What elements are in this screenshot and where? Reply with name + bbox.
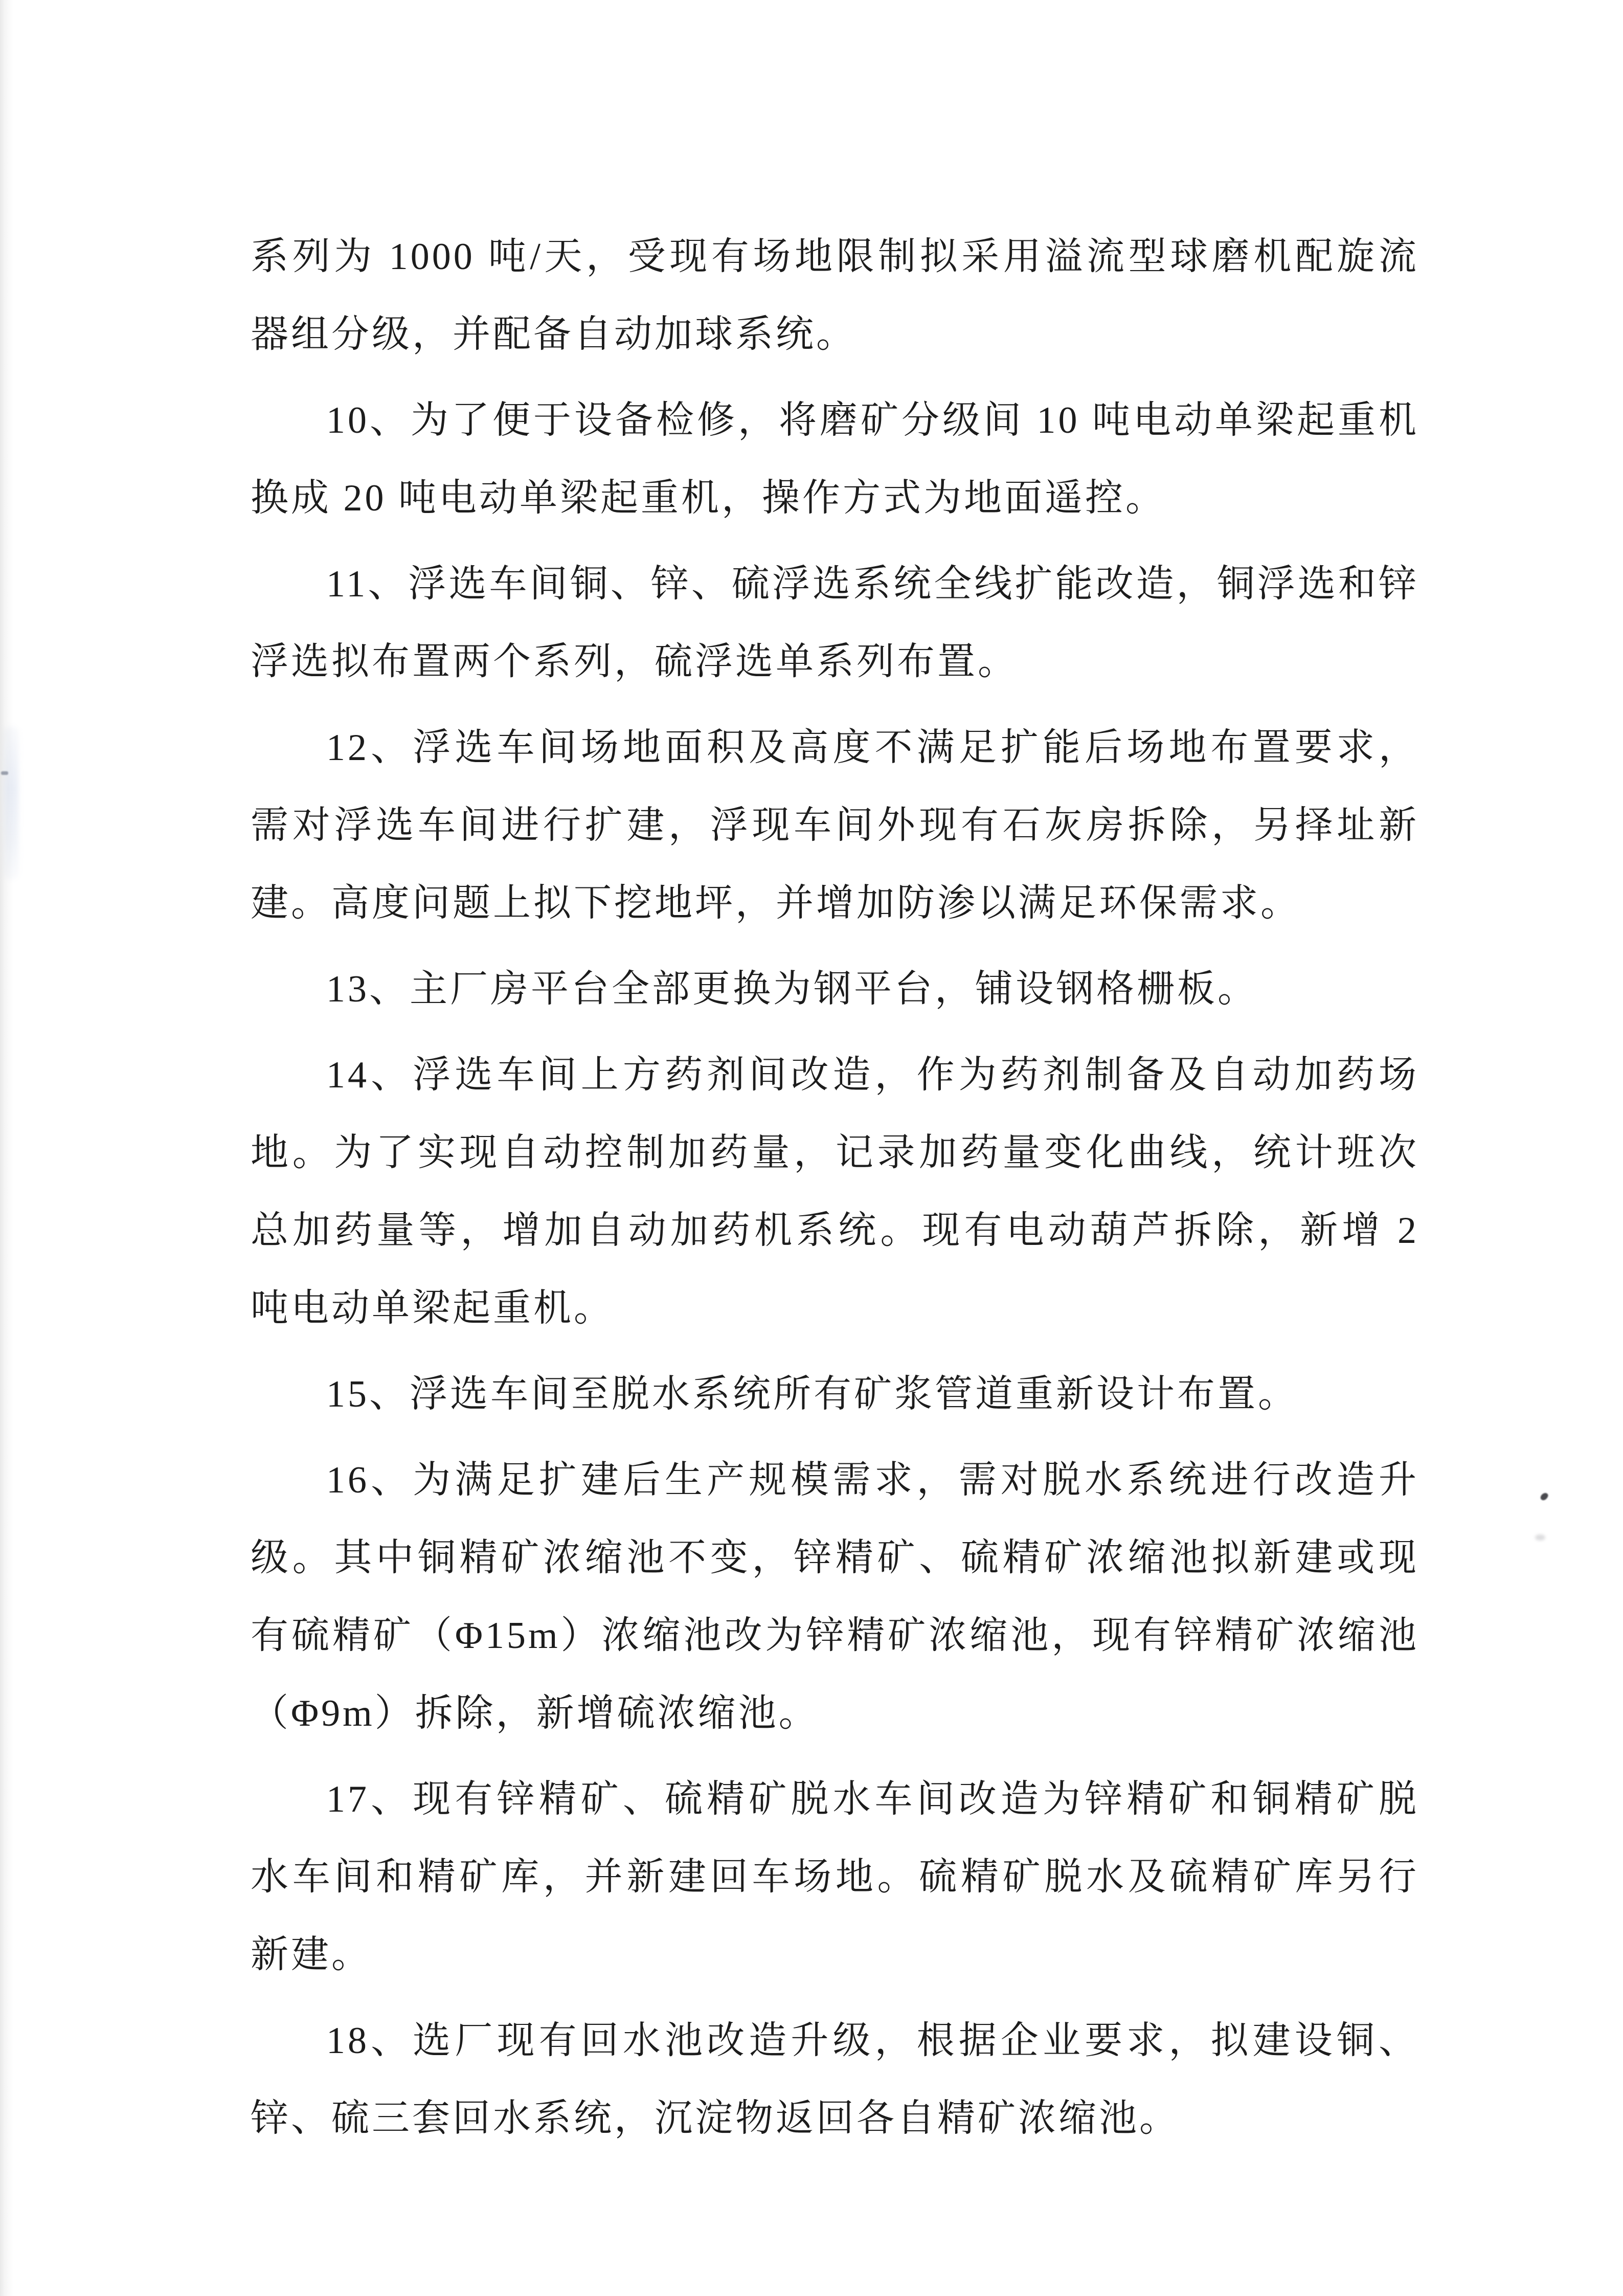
paragraph: 10、为了便于设备检修，将磨矿分级间 10 吨电动单梁起重机换成 20 吨电动单梁起重机，操作方式为地面遥控。 (251, 399, 1419, 519)
document-body (251, 218, 1419, 2166)
paragraph: 17、现有锌精矿、硫精矿脱水车间改造为锌精矿和铜精矿脱水车间和精矿库，并新建回车场地。硫精矿脱水及硫精矿库另行新建。 (251, 1778, 1419, 1976)
paragraph: 11、浮选车间铜、锌、硫浮选系统全线扩能改造，铜浮选和锌浮选拟布置两个系列，硫浮选单系列布置。 (251, 563, 1419, 683)
paragraph: 16、为满足扩建后生产规模需求，需对脱水系统进行改造升级。其中铜精矿浓缩池不变，锌精矿、硫精矿浓缩池拟新建或现有硫精矿（Φ15m）浓缩池改为锌精矿浓缩池，现有锌精矿浓缩池（Φ9m）拆除，新增硫浓缩池。 (251, 1459, 1419, 1734)
scan-dash-artifact (1, 771, 8, 775)
paragraph: 系列为 1000 吨/天，受现有场地限制拟采用溢流型球磨机配旋流器组分级，并配备自动加球系统。 (251, 236, 1419, 355)
paragraph: 15、浮选车间至脱水系统所有矿浆管道重新设计布置。 (326, 1373, 1298, 1415)
scan-smudge-artifact (4, 726, 18, 880)
paragraph: 13、主厂房平台全部更换为钢平台，铺设钢格栅板。 (326, 968, 1258, 1010)
paragraph: 14、浮选车间上方药剂间改造，作为药剂制备及自动加药场地。为了实现自动控制加药量，记录加药量变化曲线，统计班次总加药量等，增加自动加药机系统。现有电动葫芦拆除，新增 2 吨电动单梁起重机。 (251, 1054, 1419, 1329)
scan-speck-artifact (1539, 1491, 1549, 1502)
paragraph: 12、浮选车间场地面积及高度不满足扩能后场地布置要求，需对浮选车间进行扩建，浮现车间外现有石灰房拆除，另择址新建。高度问题上拟下挖地坪，并增加防渗以满足环保需求。 (251, 727, 1419, 924)
paragraph: 18、选厂现有回水池改造升级，根据企业要求，拟建设铜、锌、硫三套回水系统，沉淀物返回各自精矿浓缩池。 (251, 2020, 1419, 2139)
scan-speck-faint-artifact (1535, 1534, 1545, 1541)
